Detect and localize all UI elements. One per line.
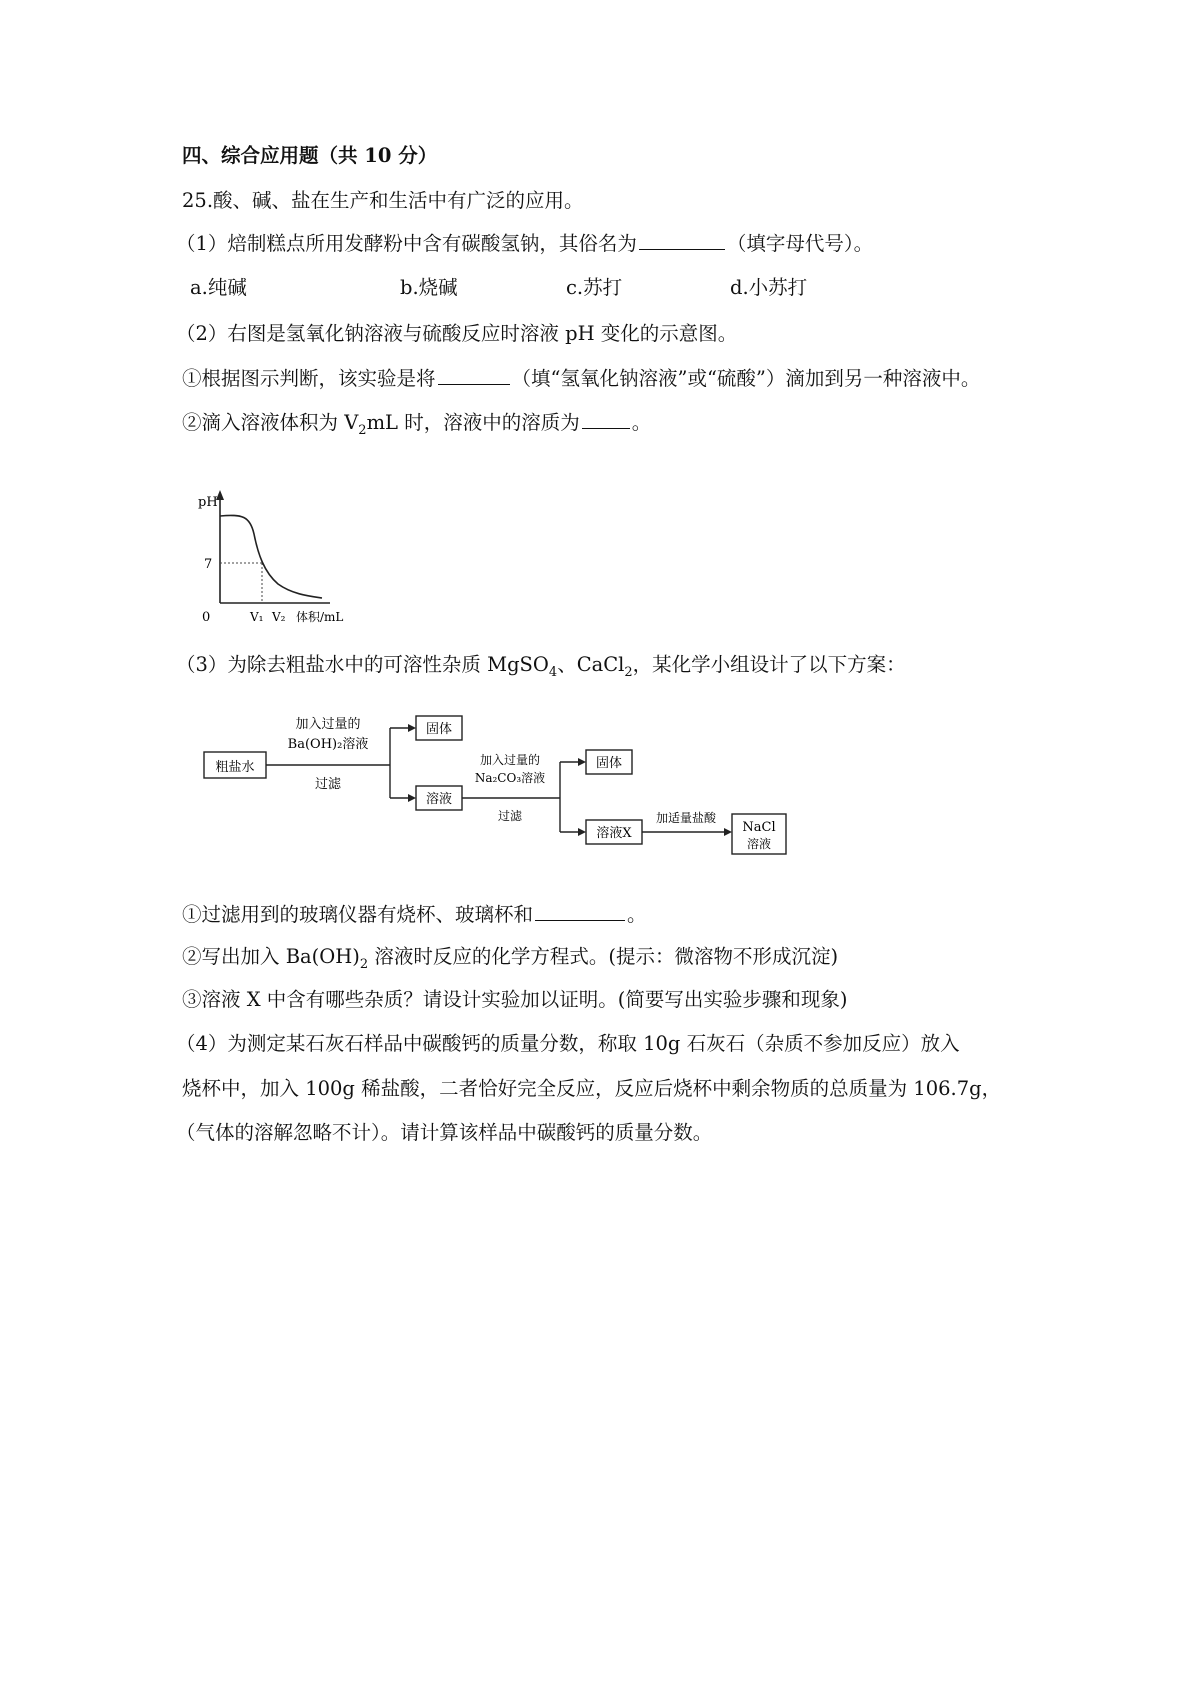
- part-2-question-2: [182, 408, 651, 445]
- part-3-sub-2: 2: [624, 664, 633, 680]
- option-d: d.小苏打: [730, 276, 808, 299]
- arrow-5: [724, 828, 732, 836]
- part-2-intro: （2）右图是氢氧化钠溶液与硫酸反应时溶液 pH 变化的示意图。: [176, 322, 738, 345]
- part-2-q2-text-a: ②滴入溶液体积为 V: [182, 411, 359, 434]
- part-3-question-1: [182, 900, 647, 929]
- answer-blank-2[interactable]: [438, 364, 510, 385]
- answer-blank-4[interactable]: [535, 900, 625, 921]
- part-4-line-1: （4）为测定某石灰石样品中碳酸钙的质量分数，称取 10g 石灰石（杂质不参加反应）放入: [176, 1032, 960, 1055]
- part-2-q2-subscript: 2: [358, 422, 367, 438]
- ph-chart: [180, 488, 360, 628]
- ph-curve: [220, 515, 322, 598]
- product-label-1: NaCl: [742, 820, 776, 835]
- step-1-bottom: 过滤: [314, 777, 342, 792]
- arrow-1: [408, 724, 416, 732]
- solution-x-label: 溶液X: [596, 826, 632, 841]
- part-3-intro-c: ，某化学小组设计了以下方案：: [632, 653, 906, 676]
- origin-label: 0: [202, 610, 211, 625]
- part-1-text-a: （1）焙制糕点所用发酵粉中含有碳酸氢钠，其俗名为: [176, 232, 637, 255]
- answer-blank-3[interactable]: [582, 408, 630, 429]
- part-3-intro: [176, 651, 906, 687]
- part-3-q1-text-b: 。: [627, 903, 647, 926]
- solution-1-label: 溶液: [425, 792, 453, 807]
- section-heading: 四、综合应用题（共 10 分）: [182, 144, 438, 167]
- part-1-text-b: （填字母代号）。: [726, 232, 874, 255]
- step-1-top-2: Ba(OH)₂溶液: [287, 737, 369, 752]
- product-label-2: 溶液: [746, 837, 772, 851]
- arrow-3: [578, 758, 586, 766]
- arrow-2: [408, 794, 416, 802]
- option-b: b.烧碱: [400, 276, 458, 299]
- part-2-question-1: [182, 364, 980, 393]
- part-3-q1-text-a: ①过滤用到的玻璃仪器有烧杯、玻璃杯和: [182, 903, 534, 926]
- solid-2-label: 固体: [595, 756, 623, 771]
- part-3-intro-b: 、CaCl: [557, 653, 625, 676]
- part-4-line-3: （气体的溶解忽略不计）。请计算该样品中碳酸钙的质量分数。: [176, 1121, 713, 1144]
- part-1-options: [0, 274, 1200, 302]
- part-4-line-2: 烧杯中，加入 100g 稀盐酸，二者恰好完全反应，反应后烧杯中剩余物质的总质量为 106.7g，: [182, 1077, 1002, 1100]
- part-3-question-2: [182, 943, 838, 979]
- arrow-4: [578, 828, 586, 836]
- question-25-intro: 25.酸、碱、盐在生产和生活中有广泛的应用。: [182, 189, 584, 212]
- part-2-q2-text-c: 。: [631, 411, 652, 434]
- part-1-question: [176, 229, 873, 258]
- step-2-top-2: Na₂CO₃溶液: [474, 771, 546, 785]
- part-3-q2-text-b: 溶液时反应的化学方程式。(提示：微溶物不形成沉淀): [368, 945, 839, 968]
- answer-blank-1[interactable]: [639, 229, 725, 250]
- step-2-bottom: 过滤: [497, 809, 523, 823]
- option-a: a.纯碱: [190, 276, 247, 299]
- part-2-q1-text-b: （填“氢氧化钠溶液”或“硫酸”）滴加到另一种溶液中。: [511, 367, 981, 390]
- flow-diagram: [200, 710, 840, 860]
- option-c: c.苏打: [566, 276, 623, 299]
- x-axis-label: 体积/mL: [296, 610, 344, 624]
- step-2-top-1: 加入过量的: [479, 753, 541, 767]
- step-1-top-1: 加入过量的: [295, 717, 361, 732]
- part-2-q2-text-b: mL 时，溶液中的溶质为: [366, 411, 580, 434]
- part-3-question-3: ③溶液 X 中含有哪些杂质？请设计实验加以证明。(简要写出实验步骤和现象): [182, 988, 848, 1011]
- y-tick-7: 7: [204, 557, 213, 572]
- part-3-q2-text-a: ②写出加入 Ba(OH): [182, 945, 360, 968]
- x-tick-v2: V₂: [272, 610, 286, 624]
- step-3-label: 加适量盐酸: [655, 811, 717, 825]
- solid-1-label: 固体: [425, 722, 453, 737]
- part-3-q2-subscript: 2: [359, 956, 369, 972]
- part-3-sub-1: 4: [548, 664, 558, 680]
- part-3-intro-a: （3）为除去粗盐水中的可溶性杂质 MgSO: [176, 653, 549, 676]
- x-tick-v1: V₁: [250, 610, 264, 624]
- y-axis-label: pH: [198, 495, 218, 510]
- part-2-q1-text-a: ①根据图示判断，该实验是将: [182, 367, 436, 390]
- start-label: 粗盐水: [215, 760, 255, 775]
